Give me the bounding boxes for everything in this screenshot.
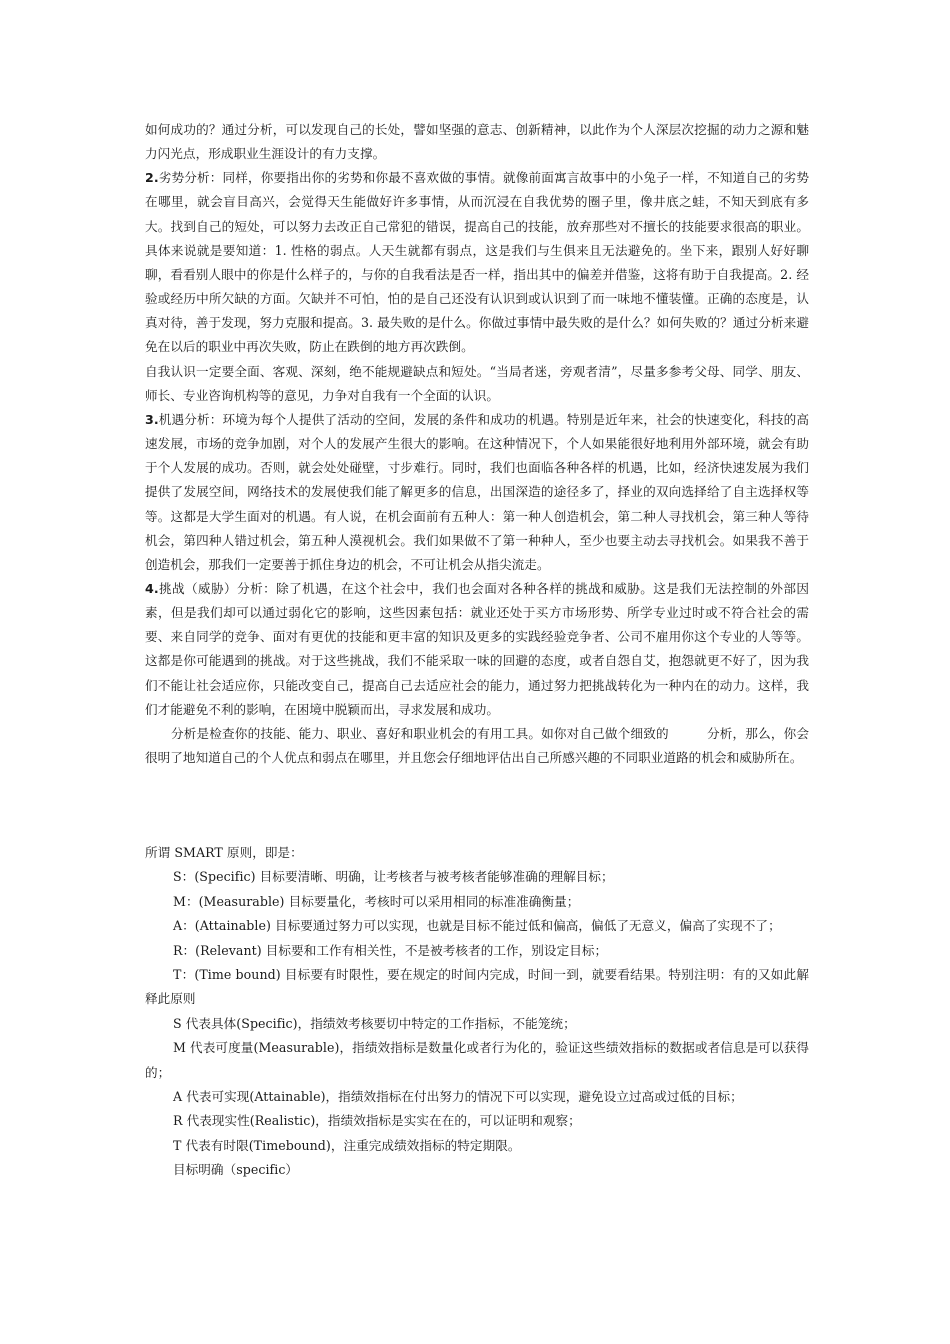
smart-intro: 所谓 SMART 原则，即是： — [145, 845, 303, 860]
weakness-number: 2. — [145, 170, 159, 186]
opportunity-number: 3. — [145, 411, 159, 427]
smart-specific: S：(Specific) 目标要清晰、明确，让考核者与被考核者能够准确的理解目标； — [173, 869, 614, 885]
smart-measurable: M：(Measurable) 目标要量化，考核时可以采用相同的标准准确衡量； — [173, 893, 580, 909]
smart-alt-specific: S 代表具体(Specific)，指绩效考核要切中特定的工作指标，不能笼统； — [173, 1015, 576, 1031]
smart-time-bound: T：(Time bound) 目标要有时限性，要在规定的时间内完成，时间一到，就要看结果。特别注明：有的又如此解释此原则 — [145, 967, 809, 1007]
strength-conclusion-paragraph: 如何成功的？通过分析，可以发现自己的长处，譬如坚强的意志、创新精神，以此作为个人深层次挖掘的动力之源和魅力闪光点，形成职业生涯设计的有力支撑。 — [145, 122, 809, 162]
smart-alt-realistic: R 代表现实性(Realistic)，指绩效指标是实实在在的，可以证明和观察； — [173, 1113, 581, 1129]
threat-text: 挑战（威胁）分析：除了机遇，在这个社会中，我们也会面对各种各样的挑战和威胁。这是我们无法控制的外部因素，但是我们却可以通过弱化它的影响，这些因素包括：就业还处于买方市场形势、所学专业过时或不符合社会的需要、来自同学的竞争、面对有更优的技能和更丰富的知识及更多的实践经验竞争者、公司不雇用你这个专业的人等等。这都是你可能遇到的挑战。对于这些挑战，我们不能采取一味的回避的态度，或者自怨自艾，抱怨就更不好了，因为我们不能让社会适应你，只能改变自己，提高自己去适应社会的能力，通过努力把挑战转化为一种内在的动力。这样，我们才能避免不利的影响，在困境中脱颖而出，寻求发展和成功。 — [145, 580, 809, 717]
smart-alt-timebound: T 代表有时限(Timebound)，注重完成绩效指标的特定期限。 — [173, 1137, 521, 1153]
smart-section — [145, 841, 809, 1183]
threat-number: 4. — [145, 580, 159, 596]
weakness-text: 劣势分析：同样，你要指出你的劣势和你最不喜欢做的事情。就像前面寓言故事中的小兔子一样，不知道自己的劣势在哪里，就会盲目高兴，会觉得天生能做好许多事情，从而沉浸在自我优势的圈子里，像井底之蛙，不知天到底有多大。找到自己的短处，可以努力去改正自己常犯的错误，提高自己的技能，放弃那些对不擅长的技能要求很高的职业。具体来说就是要知道：1. 性格的弱点。人天生就都有弱点，这是我们与生俱来且无法避免的。坐下来，跟别人好好聊聊，看看别人眼中的你是什么样子的，与你的自我看法是否一样，指出其中的偏差并借鉴，这将有助于自我提高。2. 经验或经历中所欠缺的方面。欠缺并不可怕，怕的是自己还没有认识到或认识到了而一味地不懂装懂。正确的态度是，认真对待，善于发现，努力克服和提高。3. 最失败的是什么。你做过事情中最失败的是什么？如何失败的？通过分析来避免在以后的职业中再次失败，防止在跌倒的地方再次跌倒。 — [145, 170, 809, 355]
opportunity-text: 机遇分析：环境为每个人提供了活动的空间，发展的条件和成功的机遇。特别是近年来，社会的快速变化，科技的高速发展，市场的竞争加剧，对个人的发展产生很大的影响。在这种情况下，个人如果能很好地利用外部环境，就会有助于个人发展的成功。否则，就会处处碰壁，寸步难行。同时，我们也面临各种各样的机遇，比如，经济快速发展为我们提供了发展空间，网络技术的发展使我们能了解更多的信息，出国深造的途径多了，择业的双向选择给了自主选择权等等。这都是大学生面对的机遇。有人说，在机会面前有五种人：第一种人创造机会，第二种人寻找机会，第三种人等待机会，第四种人错过机会，第五种人漠视机会。我们如果做不了第一种种人，至少也要主动去寻找机会。如果我不善于创造机会，那我们一定要善于抓住身边的机会，不可让机会从指尖流走。 — [145, 411, 809, 572]
swot-section — [145, 118, 809, 770]
self-awareness-paragraph: 自我认识一定要全面、客观、深刻，绝不能规避缺点和短处。“当局者迷，旁观者清”，尽量多参考父母、同学、朋友、师长、专业咨询机构等的意见，力争对自我有一个全面的认识。 — [145, 363, 809, 403]
threat-paragraph — [145, 577, 809, 722]
goal-specific-heading: 目标明确（specific） — [173, 1162, 299, 1178]
swot-summary-paragraph: 分析是检查你的技能、能力、职业、喜好和职业机会的有用工具。如你对自己做个细致的 分析，那么，你会很明了地知道自己的个人优点和弱点在哪里，并且您会仔细地评估出自己所感兴趣的不同职业道路的机会和威胁所在。 — [145, 725, 809, 766]
smart-alt-attainable: A 代表可实现(Attainable)，指绩效指标在付出努力的情况下可以实现，避免设立过高或过低的目标； — [173, 1089, 743, 1105]
opportunity-paragraph — [145, 408, 809, 577]
smart-attainable: A：(Attainable) 目标要通过努力可以实现，也就是目标不能过低和偏高，偏低了无意义，偏高了实现不了； — [173, 918, 781, 934]
weakness-paragraph — [145, 166, 809, 359]
smart-alt-measurable: M 代表可度量(Measurable)，指绩效指标是数量化或者行为化的，验证这些绩效指标的数据或者信息是可以获得的； — [145, 1040, 809, 1080]
smart-relevant: R：(Relevant) 目标要和工作有相关性，不是被考核者的工作，别设定目标； — [173, 942, 608, 958]
